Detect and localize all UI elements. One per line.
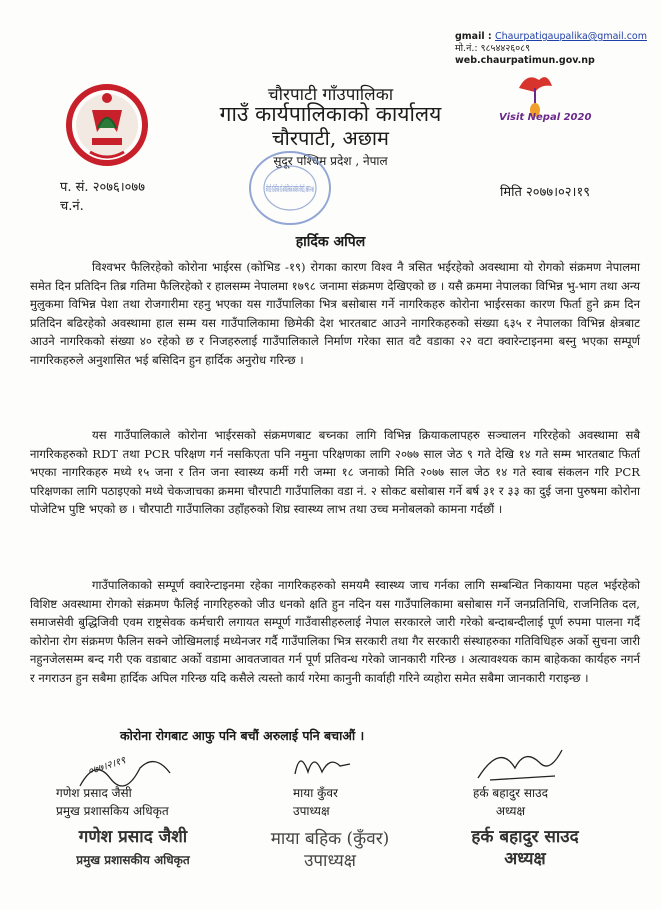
signature-date: ०७७।२।१९ — [86, 755, 127, 778]
signatory-1-name: गणेश प्रसाद जैसी — [56, 786, 132, 800]
body-paragraph-3: गाउँपालिकाको सम्पूर्ण क्वारेन्टाइनमा रहेका नागरिकहरुको समयमै स्वास्थ्य जाच गर्नका लागि सम्बन्धित निकायमा पहल भईरहेको विशिष्ट अवस्थामा रोगको संक्रमण फैलिई नागरिहरुको जीउ धनको क्षति हुन नदिन यस गाउँपालिकामा बसोबास गर्ने जनप्रतिनिधि, राजनितिक दल, समाजसेवी बुद्धिजिवी एवम राष्ट्रसेवक कर्मचारी लगायत सम्पूर्ण गाउँवासीहरुलाई नेपाल सरकारले जारी गरेको बन्दाबन्दीलाई पूर्ण रुपमा पालना गर्दै कोरोना रोग संक्रमण फैलिन सक्ने जोखिमलाई मध्येनजर गर्दै गाउँपालिका भित्र सरकारी तथा गैर सरकारी संस्थाहरुका गतिविधिहरु अर्को सुचना जारी नहुनजेलसम्म बन्द गरी एक वडाबाट अर्को वडामा आवतजावत गर्न पूर्ण प्रतिवन्ध गरेको जानकारी गरिन्छ । अत्यावश्यक काम बाहेकका कार्यहरु नगर्न र नगराउन हुन सबैमा हार्दिक अपिल गरिन्छ यदि कसैले त्यस्तो कार्य गरेमा कानुनी कार्वाही गरिने व्यहोरा समेत सबैमा जानकारी गराइन्छ । — [30, 578, 640, 685]
body-paragraph-2: यस गाउँपालिकाले कोरोना भाईरसको संक्रमणबाट बच्नका लागि विभिन्न क्रियाकलापहरु सञ्चालन गरिरहेको अवस्थामा सबै नागरिकहरुको RDT तथा PCR परिक्षण गर्न नसकिएता पनि नमुना परिक्षणका लागि २०७७ साल जेठ ९ गते देखि १४ गते सम्म भारतबाट फिर्ता भएका नागरिकहरु मध्ये १५ जना र तिन जना स्वास्थ्य कर्मी गरी जम्मा १८ जनाको मिति २०७७ साल जेठ १४ गते स्वाब संकलन गरि PCR परिक्षणका लागि पठाइएको मध्ये चेकजाचका क्रममा चौरपाटी गाउँपालिका वडा नं. २ सोकट बसोबास गर्ने बर्ष ३१ र ३३ का दुई जना पुरुषमा कोरोना पोजेटिभ पुष्टि भएको छ । चौरपाटी गाउँपालिका उहाँहरुको शिघ्र स्वास्थ्य लाभ तथा उच्च मनोबलको कामना गर्दछौं । — [30, 428, 640, 516]
name-stamp-1-name: गणेश प्रसाद जैशी — [78, 827, 188, 847]
office-name: गाउँ कार्यपालिकाको कार्यालय — [219, 102, 442, 126]
signatory-2 — [293, 784, 338, 820]
office-location: चौरपाटी, अछाम — [271, 126, 389, 150]
signatory-3-title: अध्यक्ष — [495, 804, 526, 818]
name-stamp-2-name: माया बहिक (कुँवर) — [270, 829, 390, 849]
name-stamp-3-title: अध्यक्ष — [504, 849, 546, 869]
visit-nepal-text: Visit Nepal 2020 — [499, 112, 592, 123]
body-paragraph-1: विश्वभर फैलिरहेको कोरोना भाईरस (कोभिड -१९) रोगका कारण विश्व नै त्रसित भईरहेको अवस्थामा यो रोगको संक्रमण नेपालमा समेत दिन प्रतिदिन तिब्र गतिमा फैलिरहेको र हालसम्म नेपालमा १७९८ जनामा संक्रमण देखिएको छ । यसै क्रममा नेपालका विभिन्न भु-भाग तथा अन्य मुलुकमा विभिन्न पेशा तथा रोजगारीमा रहनु भएका यस गाउँपालिका भित्र बसोबास गर्ने नागरिकहरु कोरोना भाईरसका कारण फिर्ता हुने क्रम दिन प्रतिदिन बढिरहेको अवस्थामा हाल सम्म यस गाउँपालिकामा छिमेकी देश भारतबाट आउने नागरिकहरुको संख्या ६३५ र नेपालका विभिन्न क्षेत्रबाट आउने नागरिकको संख्या ४० रहेको छ र निजहरुलाई गाउँपालिकाले निर्माण गरेका सात वटै वडाका २२ वटा क्वारेन्टाइनमा बस्नु भएका सम्पूर्ण नागरिकहरुले अनुशासित भई बसिदिन हुन हार्दिक अनुरोध गरिन्छ । — [30, 260, 640, 367]
contact-block — [455, 31, 647, 67]
website-link[interactable]: web.chaurpatimun.gov.np — [454, 55, 595, 66]
reference-number: प. सं. २०७६।०७७ — [60, 180, 145, 195]
name-stamp-3 — [455, 826, 595, 870]
municipality-name: चौरपाटी गाँउपालिका — [267, 85, 394, 105]
phone-number: मो.नं.: ९८५४४२६०८९ — [454, 43, 531, 54]
signatory-3-name: हर्क बहादुर साउद — [473, 786, 548, 800]
name-stamp-1-title: प्रमुख प्रशासकीय अधिकृत — [76, 853, 190, 867]
signatory-2-name: माया कुँवर — [293, 786, 338, 800]
stamp-text: चौरपाटी गाउँपालिका गाउँ कार्यपालिकाको कार्यालय चौरपाटी, अछाम २०७४ — [266, 185, 508, 195]
name-stamp-2 — [245, 828, 415, 872]
signatory-1 — [56, 784, 169, 820]
name-stamp-3-name: हर्क बहादुर साउद — [471, 827, 579, 847]
signatory-1-title: प्रमुख प्रशासकिय अधिकृत — [56, 804, 169, 818]
email-link[interactable]: Chaurpatigaupalika@gmail.com — [495, 31, 647, 42]
letter-date: मिति २०७७।०२।१९ — [500, 185, 590, 200]
name-stamp-2-title: उपाध्यक्ष — [304, 851, 356, 871]
email-label: gmail : — [454, 31, 496, 42]
office-round-stamp — [245, 148, 508, 232]
dispatch-number: च.नं. — [60, 199, 84, 214]
province-line: सुदूर पश्चिम प्रदेश , नेपाल — [273, 154, 388, 168]
letter-title: हार्दिक अपिल — [295, 234, 366, 250]
name-stamp-1 — [58, 826, 208, 871]
signatory-3 — [473, 784, 548, 820]
signature-maya — [290, 744, 360, 788]
signatory-2-title: उपाध्यक्ष — [293, 804, 330, 818]
slogan: कोरोना रोगबाट आफु पनि बचौं अरुलाई पनि बचाऔं । — [120, 728, 365, 743]
